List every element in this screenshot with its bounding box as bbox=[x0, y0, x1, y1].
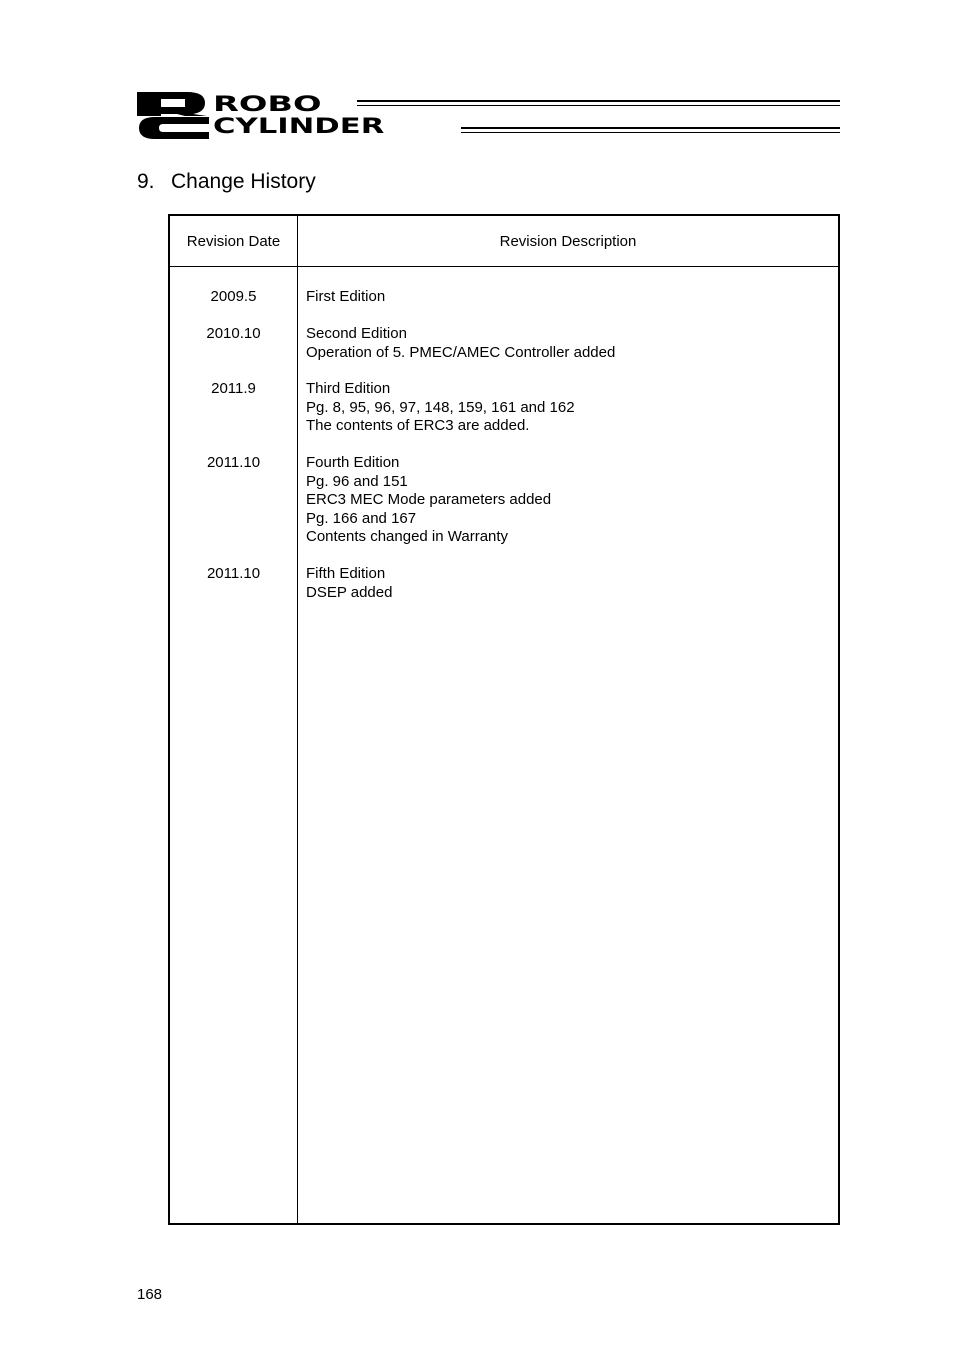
revision-date: 2010.10 bbox=[206, 325, 261, 342]
description-line: First Edition bbox=[306, 288, 386, 305]
header-rule bbox=[461, 132, 840, 133]
header-rule bbox=[357, 100, 840, 102]
description-line: Pg. 8, 95, 96, 97, 148, 159, 161 and 162 bbox=[306, 398, 575, 416]
description-line: DSEP added bbox=[306, 583, 393, 601]
page-number: 168 bbox=[137, 1286, 163, 1303]
description-line: Third Edition bbox=[306, 380, 391, 397]
description-line: ERC3 MEC Mode parameters added bbox=[306, 491, 552, 508]
revision-date: 2011.9 bbox=[211, 380, 256, 397]
description-line: Contents changed in Warranty bbox=[306, 528, 509, 545]
logo-text-cylinder: CYLINDER bbox=[213, 114, 385, 138]
header-rule bbox=[461, 127, 840, 129]
revision-description bbox=[306, 380, 828, 436]
revision-description bbox=[306, 454, 828, 547]
description-line: Operation of 5. PMEC/AMEC Controller added bbox=[306, 343, 616, 361]
description-line: The contents of ERC3 are added. bbox=[306, 417, 530, 434]
column-divider bbox=[297, 216, 298, 1223]
description-line: Pg. 166 and 167 bbox=[306, 509, 417, 527]
section-title-text: Change History bbox=[171, 170, 316, 193]
revision-date: 2011.10 bbox=[206, 565, 261, 582]
revision-date: 2009.5 bbox=[210, 288, 257, 305]
description-line: Fifth Edition bbox=[306, 565, 386, 582]
robo-cylinder-logo bbox=[135, 90, 840, 140]
column-header-revision-date: Revision Date bbox=[186, 233, 281, 250]
description-line: Pg. 96 and 151 bbox=[306, 472, 408, 490]
header-rule bbox=[357, 105, 840, 106]
description-line: Second Edition bbox=[306, 325, 407, 342]
revision-date: 2011.10 bbox=[206, 454, 261, 471]
change-history-table bbox=[168, 214, 840, 1225]
description-line: Fourth Edition bbox=[306, 454, 400, 471]
revision-description bbox=[306, 565, 828, 602]
table-header-row bbox=[170, 216, 838, 267]
column-header-revision-description: Revision Description bbox=[499, 233, 637, 250]
section-number: 9. bbox=[137, 170, 155, 193]
revision-description bbox=[306, 288, 828, 307]
rc-logo-icon bbox=[135, 90, 211, 140]
section-title bbox=[137, 170, 316, 194]
revision-description bbox=[306, 325, 828, 362]
logo-text-robo: ROBO bbox=[213, 92, 322, 116]
